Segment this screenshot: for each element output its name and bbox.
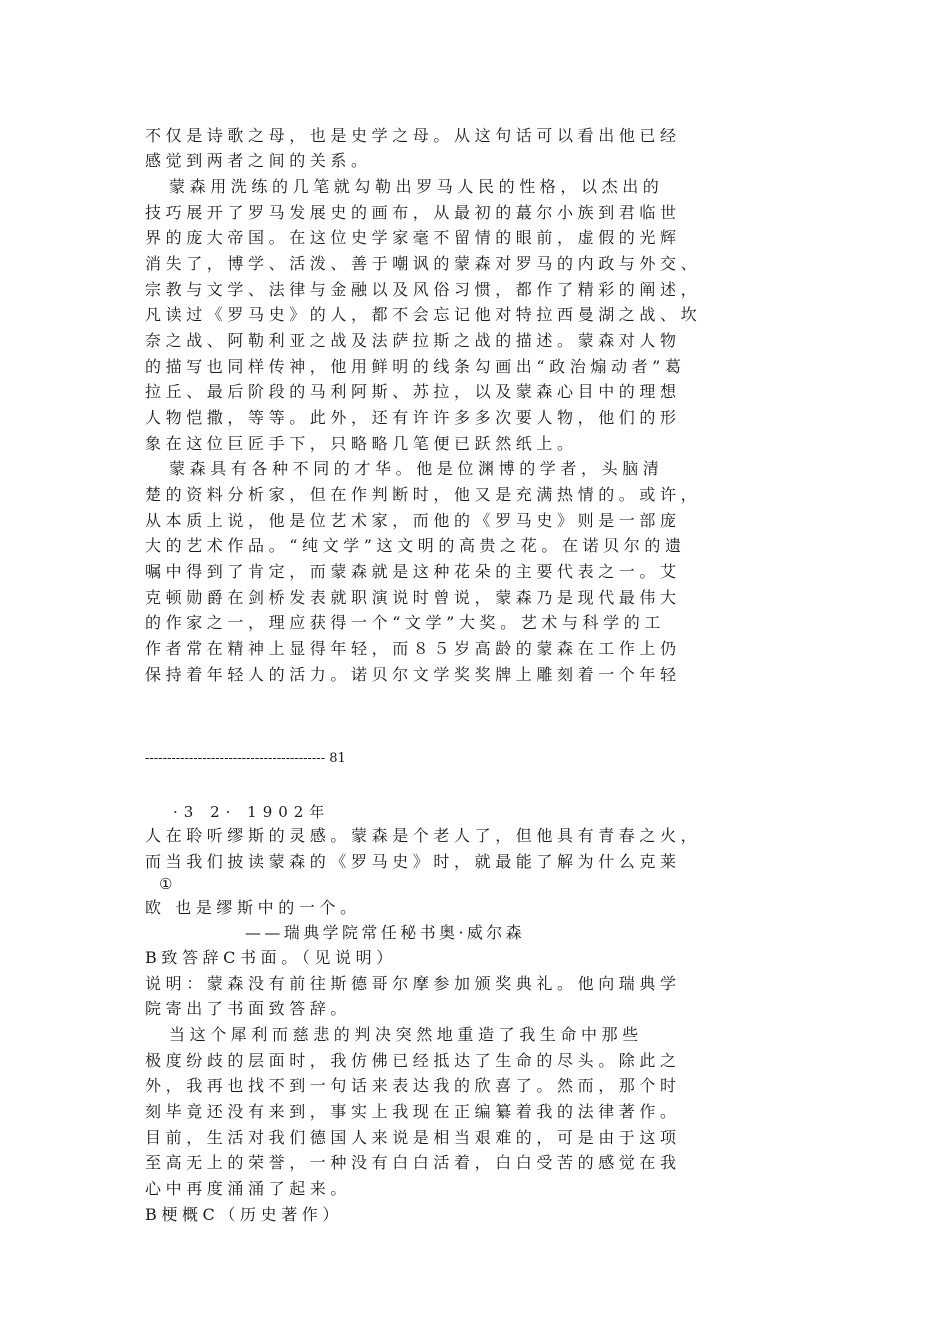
section-heading: B致答辞C书面。（见说明）	[145, 948, 397, 967]
text-line: 的描写也同样传神，他用鲜明的线条勾画出“政治煽动者”葛	[145, 357, 686, 376]
text-line: 不仅是诗歌之母，也是史学之母。从这句话可以看出他已经	[145, 126, 681, 145]
text-line: 保持着年轻人的活力。诺贝尔文学奖奖牌上雕刻着一个年轻	[145, 665, 681, 684]
text-line: 楚的资料分析家，但在作判断时，他又是充满热情的。或许，	[145, 485, 702, 504]
text-line: 作者常在精神上显得年轻，而８５岁高龄的蒙森在工作上仍	[145, 639, 681, 658]
text-line: 克顿勋爵在剑桥发表就职演说时曾说，蒙森乃是现代最伟大	[145, 588, 681, 607]
text-line: 刻毕竟还没有来到，事实上我现在正编纂着我的法律著作。	[145, 1102, 681, 1121]
text-line: 蒙森用洗练的几笔就勾勒出罗马人民的性格，以杰出的	[169, 177, 664, 196]
text-line: 而当我们披读蒙森的《罗马史》时，就最能了解为什么克莱	[145, 852, 681, 871]
text-line: 宗教与文学、法律与金融以及风俗习惯，都作了精彩的阐述，	[145, 280, 702, 299]
text-line: 说明：蒙森没有前往斯德哥尔摩参加颁奖典礼。他向瑞典学	[145, 974, 681, 993]
text-line: 目前，生活对我们德国人来说是相当艰难的，可是由于这项	[145, 1128, 681, 1147]
text-line: 至高无上的荣誉，一种没有白白活着，白白受苦的感觉在我	[145, 1153, 681, 1172]
text-line: 技巧展开了罗马发展史的画布，从最初的蕞尔小族到君临世	[145, 203, 681, 222]
text-line: 的作家之一，理应获得一个“文学”大奖。艺术与科学的工	[145, 613, 665, 632]
text-line: 象在这位巨匠手下，只略略几笔便已跃然纸上。	[145, 434, 578, 453]
text-line: 大的艺术作品。“纯文学”这文明的高贵之花。在诺贝尔的遗	[145, 536, 686, 555]
text-line: 欧 也是缪斯中的一个。	[145, 898, 361, 917]
text-line: 心中再度涌涌了起来。	[145, 1179, 352, 1198]
text-line: 奈之战、阿勒利亚之战及法萨拉斯之战的描述。蒙森对人物	[145, 331, 681, 350]
page-break-separator: ----------------------------------------- 81	[145, 751, 346, 766]
text-line: 从本质上说，他是位艺术家，而他的《罗马史》则是一部庞	[145, 511, 681, 530]
text-line: 人物恺撒，等等。此外，还有许许多多次要人物，他们的形	[145, 408, 681, 427]
text-line: 人在聆听缪斯的灵感。蒙森是个老人了，但他具有青春之火，	[145, 826, 702, 845]
text-line: 凡读过《罗马史》的人，都不会忘记他对特拉西曼湖之战、坎	[145, 305, 702, 324]
text-line: 极度纷歧的层面时，我仿佛已经抵达了生命的尽头。除此之	[145, 1051, 681, 1070]
section-heading: B梗概C（历史著作）	[145, 1205, 344, 1224]
signature-line: ——瑞典学院常任秘书奥·威尔森	[245, 923, 526, 942]
footnote-mark: ①	[159, 875, 173, 893]
text-line: 消失了，博学、活泼、善于嘲讽的蒙森对罗马的内政与外交、	[145, 254, 702, 273]
text-line: 嘱中得到了肯定，而蒙森就是这种花朵的主要代表之一。艾	[145, 562, 681, 581]
text-line: 感觉到两者之间的关系。	[145, 151, 372, 170]
text-line: 院寄出了书面致答辞。	[145, 999, 352, 1018]
page-header: ·3 2· 1902年	[173, 803, 331, 821]
text-line: 当这个犀利而慈悲的判决突然地重造了我生命中那些	[169, 1025, 643, 1044]
text-line: 拉丘、最后阶段的马利阿斯、苏拉，以及蒙森心目中的理想	[145, 382, 681, 401]
text-line: 界的庞大帝国。在这位史学家毫不留情的眼前，虚假的光辉	[145, 228, 681, 247]
text-line: 外，我再也找不到一句话来表达我的欣喜了。然而，那个时	[145, 1076, 681, 1095]
text-line: 蒙森具有各种不同的才华。他是位渊博的学者，头脑清	[169, 459, 664, 478]
